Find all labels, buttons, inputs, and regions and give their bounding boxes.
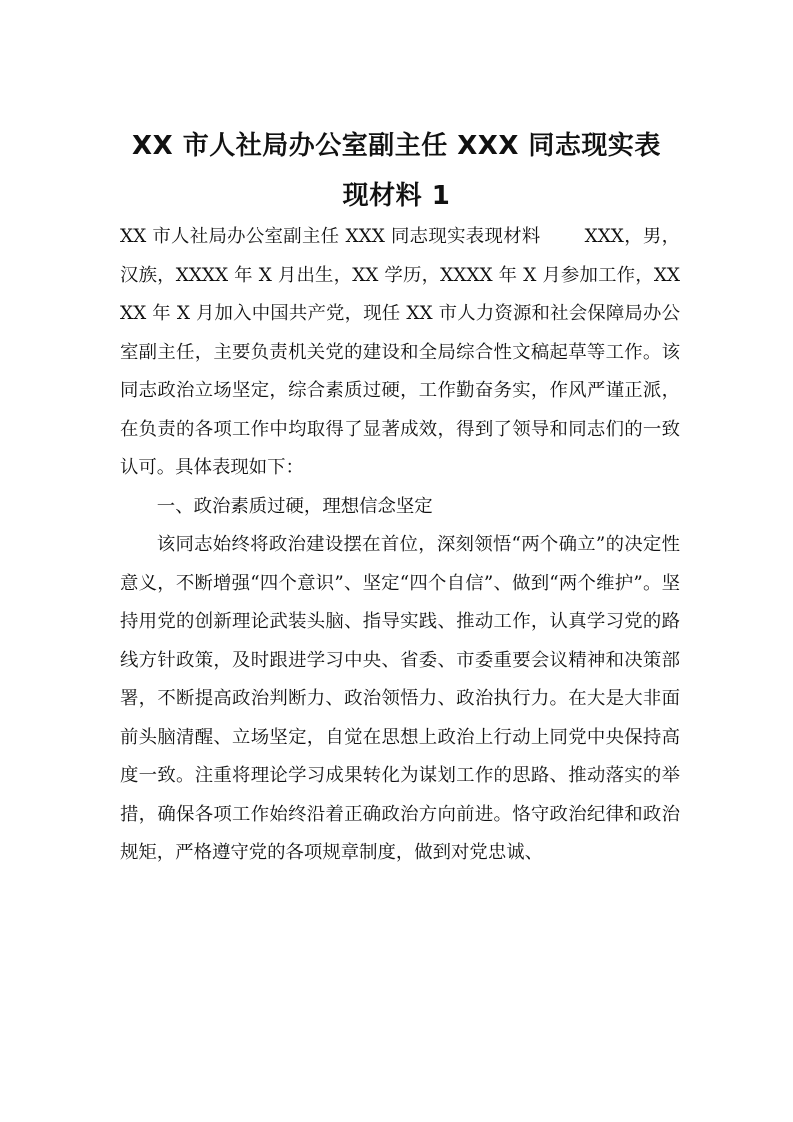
intro-heading: XX 市人社局办公室副主任 XXX 同志现实表现材料: [120, 226, 541, 247]
document-title-line-2: 现材料 1: [342, 181, 451, 211]
document-title-line-1: XX 市人社局办公室副主任 XXX 同志现实表: [132, 131, 661, 161]
section-1-heading: 一、政治素质过硬，理想信念坚定: [156, 495, 433, 517]
intro-paragraph: [120, 218, 680, 488]
intro-text: XXX，男，汉族，XXXX 年 X 月出生，XX 学历，XXXX 年 X 月参加工作，XXXX 年 X 月加入中国共产党，现任 XX 市人力资源和社会保障局办公室副主任，主要负责机关党的建设和全局综合性文稿起草等工作。该同志政治立场坚定，综合素质过硬，工作勤奋务实，作风严谨正派，在负责的各项工作中均取得了显著成效，得到了领导和同志们的一致认可。具体表现如下：: [120, 226, 680, 478]
document-body: [120, 218, 680, 873]
section-1-paragraph: 该同志始终将政治建设摆在首位，深刻领悟“两个确立”的决定性意义，不断增强“四个意识”、坚定“四个自信”、做到“两个维护”。坚持用党的创新理论武装头脑、指导实践、推动工作，认真学习党的路线方针政策，及时跟进学习中央、省委、市委重要会议精神和决策部署，不断提高政治判断力、政治领悟力、政治执行力。在大是大非面前头脑清醒、立场坚定，自觉在思想上政治上行动上同党中央保持高度一致。注重将理论学习成果转化为谋划工作的思路、推动落实的举措，确保各项工作始终沿着正确政治方向前进。恪守政治纪律和政治规矩，严格遵守党的各项规章制度，做到对党忠诚、: [120, 534, 680, 863]
